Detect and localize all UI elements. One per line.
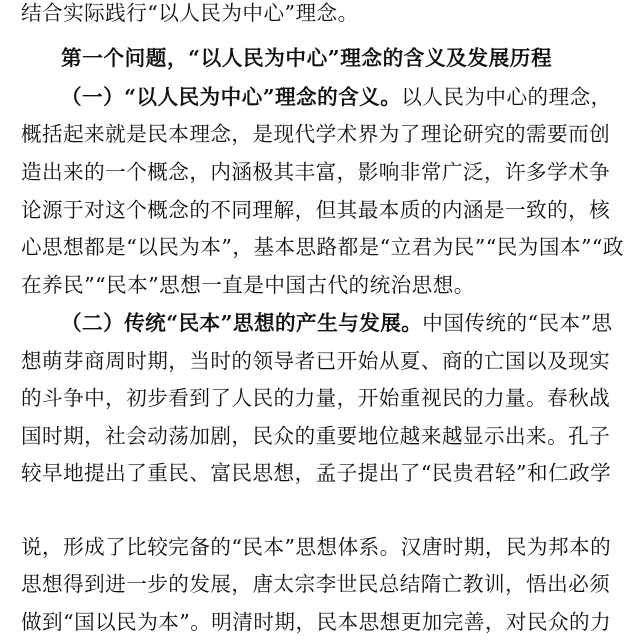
section-heading: 第一个问题，“以人民为中心”理念的含义及发展历程 bbox=[61, 46, 553, 70]
paragraph-1-line: 概括起来就是民本理念，是现代学术界为了理论研究的需要而创 bbox=[21, 122, 611, 146]
subsection-title: （二）传统“民本”思想的产生与发展。 bbox=[61, 311, 423, 335]
intro-line: 结合实际践行“以人民为中心”理念。 bbox=[21, 1, 359, 25]
paragraph-2-line: 的斗争中，初步看到了人民的力量，开始重视民的力量。春秋战 bbox=[21, 386, 611, 410]
paragraph-2-line: 较早地提出了重民、富民思想，孟子提出了“民贵君轻”和仁政学 bbox=[21, 461, 612, 485]
paragraph-2-line: 想萌芽商周时期，当时的领导者已开始从夏、商的亡国以及现实 bbox=[21, 349, 611, 373]
paragraph-2-first-line bbox=[21, 308, 640, 338]
paragraph-text: 中国传统的“民本”思 bbox=[422, 311, 613, 335]
paragraph-2-line: 做到“国以民为本”。明清时期，民本思想更加完善，对民众的力 bbox=[21, 610, 612, 634]
paragraph-1-line: 论源于对这个概念的不同理解，但其最本质的内涵是一致的，核 bbox=[21, 198, 611, 222]
paragraph-1-first-line bbox=[21, 82, 640, 112]
paragraph-1-line: 造出来的一个概念，内涵极其丰富，影响非常广泛，许多学术争 bbox=[21, 160, 611, 184]
paragraph-2-line: 说，形成了比较完备的“民本”思想体系。汉唐时期，民为邦本的 bbox=[21, 535, 612, 559]
paragraph-1-line: 在养民”“民本”思想一直是中国古代的统治思想。 bbox=[21, 273, 475, 297]
paragraph-2-line: 国时期，社会动荡加剧，民众的重要地位越来越显示出来。孔子 bbox=[21, 424, 611, 448]
paragraph-1-line: 心思想都是“以民为本”，基本思路都是“立君为民”“民为国本”“政 bbox=[21, 235, 624, 259]
paragraph-2-line: 思想得到进一步的发展，唐太宗李世民总结隋亡教训，悟出必须 bbox=[21, 572, 611, 596]
paragraph-text: 以人民为中心的理念， bbox=[401, 85, 612, 109]
subsection-title: （一）“以人民为中心”理念的含义。 bbox=[61, 85, 402, 109]
